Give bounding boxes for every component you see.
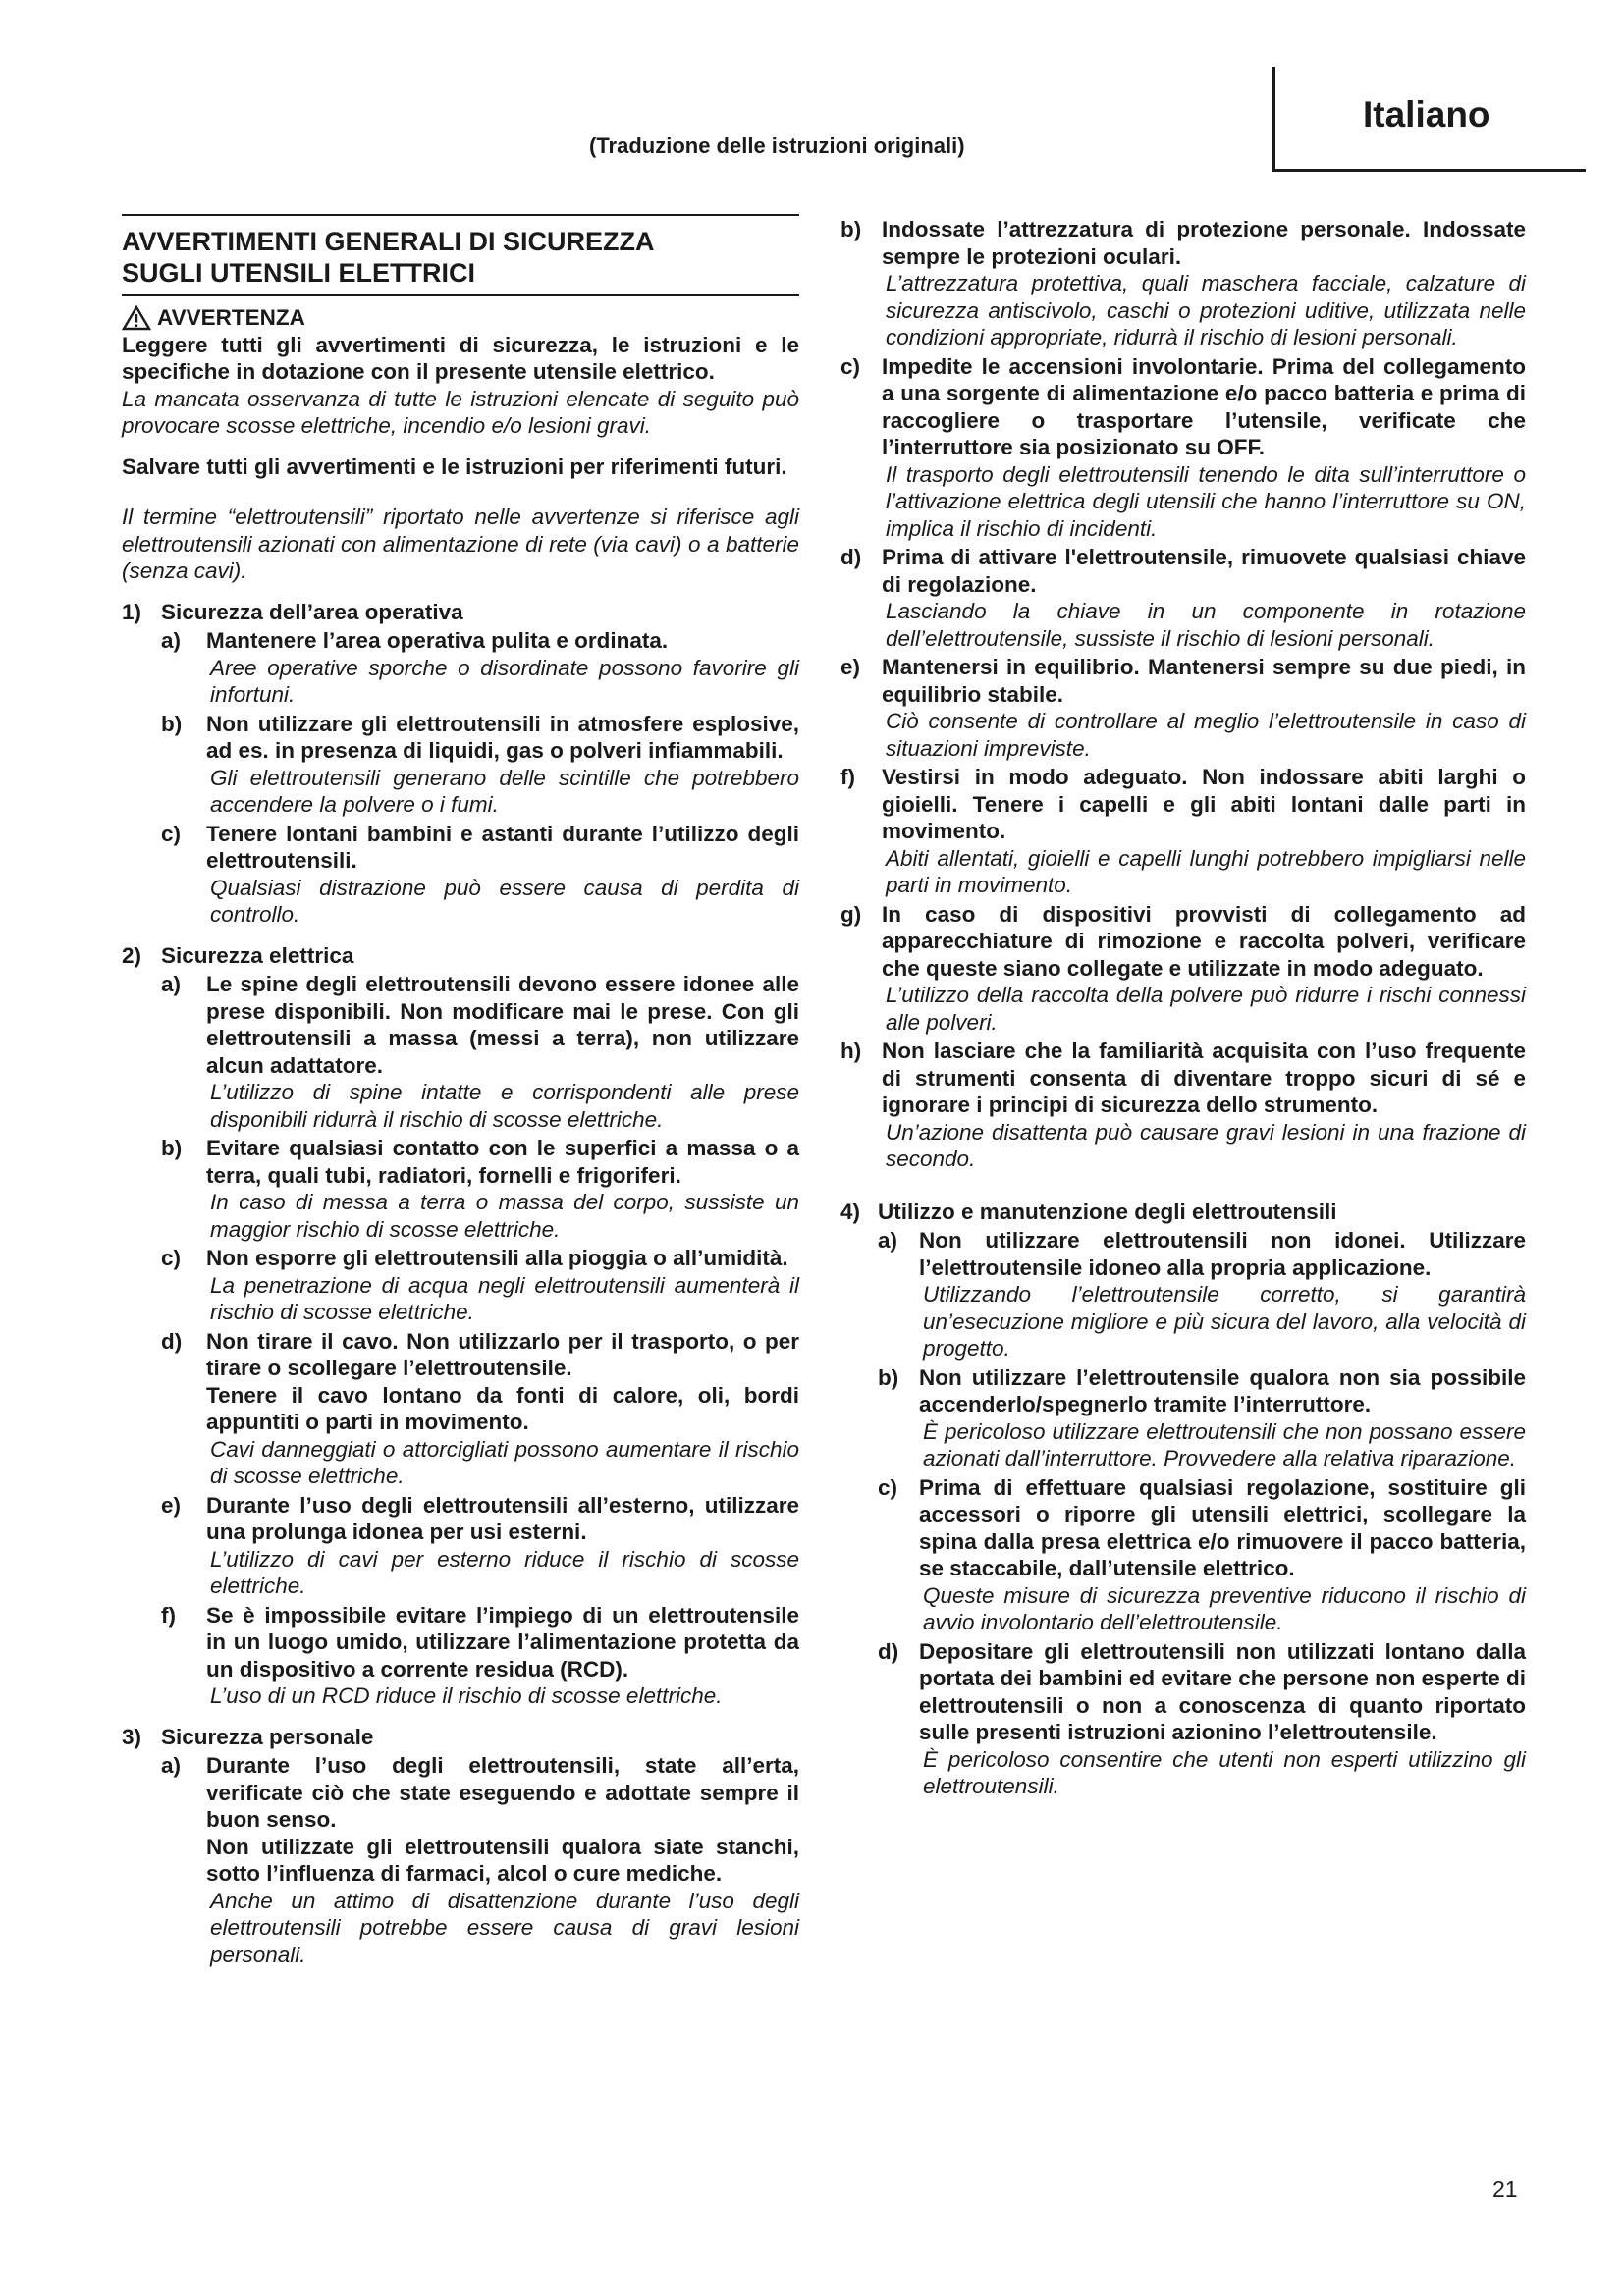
- item-bold-text: Impedite le accensioni involontarie. Prima del collegamento a una sorgente di alimentazione e/o pacco batteria e prima di raccogliere o trasportare l’utensile, verificate che l’interruttore sia posizionato su OFF.: [882, 353, 1526, 459]
- list-item: [161, 711, 799, 819]
- item-bold-text: Durante l’uso degli elettroutensili all’esterno, utilizzare una prolunga idonea per usi esterni.: [206, 1492, 799, 1544]
- section-title: Sicurezza elettrica: [161, 942, 354, 968]
- item-letter: d): [161, 1328, 183, 1354]
- item-letter: f): [161, 1602, 176, 1628]
- item-italic-text: È pericoloso consentire che utenti non esperti utilizzino gli elettroutensili.: [923, 1746, 1526, 1798]
- item-bold-text-extra: Tenere il cavo lontano da fonti di calore, oli, bordi appuntiti o parti in movimento.: [206, 1382, 799, 1434]
- item-bold-text: Non utilizzare l’elettroutensile qualora non sia possibile accenderlo/spegnerlo tramite l’interruttore.: [919, 1364, 1526, 1416]
- item-bold-text: Prima di effettuare qualsiasi regolazione, sostituire gli accessori o riporre gli utensili elettrici, scollegare la spina dalla presa elettrica e/o rimuovere il pacco batteria, se staccabile, dall’utensile elettrico.: [919, 1474, 1526, 1580]
- item-bold-text: Evitare qualsiasi contatto con le superfici a massa o a terra, quali tubi, radiatori, fornelli e frigoriferi.: [206, 1136, 799, 1188]
- item-italic-text: Aree operative sporche o disordinate possono favorire gli infortuni.: [210, 655, 799, 707]
- item-italic-text: Un’azione disattenta può causare gravi lesioni in una frazione di secondo.: [886, 1119, 1526, 1171]
- item-italic-text: In caso di messa a terra o massa del corpo, sussiste un maggior rischio di scosse elettriche.: [210, 1190, 799, 1242]
- item-bold-text: Non lasciare che la familiarità acquisita con l’uso frequente di strumenti consenta di diventare troppo sicuri di sé e ignorare i principi di sicurezza dello strumento.: [882, 1039, 1526, 1117]
- item-bold-text-extra: Non utilizzate gli elettroutensili qualora siate stanchi, sotto l’influenza di farmaci, alcol o cure mediche.: [206, 1834, 799, 1886]
- section-number: 3): [122, 1724, 142, 1749]
- list-item: [161, 1135, 799, 1243]
- section-3-continued: [840, 216, 1526, 1173]
- section-3: [122, 1724, 799, 1969]
- item-bold-text: Durante l’uso degli elettroutensili, state all’erta, verificate ciò che state eseguendo e adottate sempre il buon senso.: [206, 1753, 799, 1832]
- section-heading: [122, 599, 799, 626]
- item-letter: c): [878, 1474, 898, 1500]
- item-italic-text: Anche un attimo di disattenzione durante l’uso degli elettroutensili potrebbe essere causa di gravi lesioni personali.: [210, 1888, 799, 1967]
- list-item: [161, 1328, 799, 1490]
- left-column: [122, 214, 799, 1968]
- item-italic-text: Abiti allentati, gioielli e capelli lunghi potrebbero impigliarsi nelle parti in movimento.: [886, 845, 1526, 897]
- item-italic-text: Qualsiasi distrazione può essere causa di perdita di controllo.: [210, 875, 799, 927]
- list-item: [878, 1227, 1526, 1362]
- item-italic-text: L’uso di un RCD riduce il rischio di scosse elettriche.: [210, 1683, 723, 1708]
- item-italic-text: L’utilizzo di spine intatte e corrispondenti alle prese disponibili ridurrà il rischio di scosse elettriche.: [210, 1080, 799, 1132]
- item-letter: b): [161, 711, 183, 736]
- section-1: [122, 599, 799, 929]
- save-instructions-text: Salvare tutti gli avvertimenti e le istruzioni per riferimenti futuri.: [122, 454, 787, 479]
- item-italic-text: Il trasporto degli elettroutensili tenendo le dita sull’interruttore o l’attivazione elettrica degli utensili che hanno l’interruttore su ON, implica il rischio di incidenti.: [886, 461, 1526, 541]
- section-4: [840, 1199, 1526, 1800]
- item-bold-text: Indossate l’attrezzatura di protezione personale. Indossate sempre le protezioni oculari.: [882, 217, 1526, 269]
- term-definition-text: Il termine “elettroutensili” riportato nelle avvertenze si riferisce agli elettroutensili azionati con alimentazione di rete (via cavi) o a batterie (senza cavi).: [122, 505, 799, 583]
- item-italic-text: Ciò consente di controllare al meglio l’elettroutensile in caso di situazioni impreviste.: [886, 709, 1526, 761]
- item-letter: f): [840, 765, 855, 789]
- section-number: 1): [122, 599, 142, 624]
- right-column: [840, 214, 1526, 1800]
- list-item: [840, 1038, 1526, 1173]
- item-bold-text: Mantenere l’area operativa pulita e ordinata.: [206, 628, 669, 653]
- item-letter: a): [161, 972, 182, 996]
- intro-bold-text: Leggere tutti gli avvertimenti di sicurezza, le istruzioni e le specifiche in dotazione con il presente utensile elettrico.: [122, 332, 799, 384]
- list-item: [840, 901, 1526, 1037]
- item-letter: c): [161, 1246, 182, 1270]
- item-bold-text: Non utilizzare gli elettroutensili in atmosfere esplosive, ad es. in presenza di liquidi, gas o polveri infiammabili.: [206, 711, 799, 763]
- list-item: [161, 1602, 799, 1710]
- list-item: [840, 764, 1526, 899]
- language-label: Italiano: [1363, 94, 1490, 134]
- item-letter: e): [161, 1492, 182, 1518]
- item-letter: c): [840, 353, 861, 379]
- item-bold-text: Vestirsi in modo adeguato. Non indossare abiti larghi o gioielli. Tenere i capelli e gli abiti lontani dalle parti in movimento.: [882, 765, 1526, 843]
- item-italic-text: Gli elettroutensili generano delle scintille che potrebbero accendere la polvere o i fumi.: [210, 765, 799, 817]
- list-item: [161, 627, 799, 709]
- item-italic-text: Cavi danneggiati o attorcigliati possono aumentare il rischio di scosse elettriche.: [210, 1436, 799, 1488]
- section-title: Sicurezza personale: [161, 1724, 374, 1749]
- list-item: [840, 353, 1526, 543]
- item-bold-text: Se è impossibile evitare l’impiego di un elettroutensile in un luogo umido, utilizzare l’alimentazione protetta da un dispositivo a corrente residua (RCD).: [206, 1602, 799, 1682]
- section-number: 2): [122, 942, 142, 968]
- item-letter: a): [161, 1753, 182, 1778]
- item-italic-text: È pericoloso utilizzare elettroutensili che non possano essere azionati dall’interruttore. Provvedere alla relativa riparazione.: [923, 1418, 1526, 1470]
- section-heading: [840, 1199, 1526, 1226]
- list-item: [161, 1492, 799, 1600]
- item-bold-text: Non esporre gli elettroutensili alla pioggia o all’umidità.: [206, 1246, 788, 1270]
- section-2: [122, 942, 799, 1710]
- section-number: 4): [840, 1199, 861, 1224]
- list-item: [840, 544, 1526, 652]
- item-letter: a): [161, 628, 182, 653]
- item-bold-text: In caso di dispositivi provvisti di collegamento ad apparecchiature di rimozione e raccolta polveri, verificare che queste siano collegate e utilizzate in modo adeguato.: [882, 901, 1526, 981]
- section-heading: [122, 942, 799, 970]
- title-bottom-rule: [122, 294, 799, 296]
- section-main-title: [122, 226, 799, 289]
- section-title: Utilizzo e manutenzione degli elettroutensili: [878, 1199, 1337, 1224]
- item-letter: b): [840, 217, 862, 241]
- item-letter: d): [840, 545, 862, 569]
- page-number: 21: [1492, 2176, 1518, 2202]
- list-item: [878, 1638, 1526, 1800]
- item-italic-text: Utilizzando l’elettroutensile corretto, si garantirà un’esecuzione migliore e più sicura del lavoro, alla velocità di progetto.: [923, 1282, 1526, 1361]
- item-italic-text: L’utilizzo di cavi per esterno riduce il rischio di scosse elettriche.: [210, 1546, 799, 1598]
- item-letter: d): [878, 1638, 899, 1664]
- item-letter: b): [161, 1136, 183, 1160]
- item-italic-text: Queste misure di sicurezza preventive riducono il rischio di avvio involontario dell’elettroutensile.: [923, 1582, 1526, 1634]
- main-title-line-2: SUGLI UTENSILI ELETTRICI: [122, 258, 476, 288]
- list-item: [161, 1245, 799, 1326]
- warning-triangle-icon: [122, 305, 151, 331]
- item-letter: c): [161, 821, 182, 846]
- item-bold-text: Depositare gli elettroutensili non utilizzati lontano dalla portata dei bambini ed evitare che persone non esperte di elettroutensili o non a conoscenza di quanto riportato sulle presenti istruzioni azionino l’elettroutensile.: [919, 1638, 1526, 1744]
- warning-heading: [122, 304, 799, 332]
- section-heading: [122, 1724, 799, 1751]
- item-bold-text: Non tirare il cavo. Non utilizzarlo per il trasporto, o per tirare o scollegare l’elettroutensile.: [206, 1328, 799, 1380]
- list-item: [161, 971, 799, 1133]
- intro-italic-text: La mancata osservanza di tutte le istruzioni elencate di seguito può provocare scosse elettriche, incendio e/o lesioni gravi.: [122, 386, 799, 438]
- list-item: [161, 1752, 799, 1968]
- page-subtitle: (Traduzione delle istruzioni originali): [589, 133, 965, 158]
- list-item: [840, 216, 1526, 351]
- list-item: [161, 821, 799, 929]
- item-bold-text: Tenere lontani bambini e astanti durante l’utilizzo degli elettroutensili.: [206, 821, 799, 873]
- warning-label: AVVERTENZA: [157, 305, 305, 330]
- item-bold-text: Le spine degli elettroutensili devono essere idonee alle prese disponibili. Non modificare mai le prese. Con gli elettroutensili a massa (messi a terra), non utilizzare alcun adattatore.: [206, 972, 799, 1078]
- list-item: [878, 1364, 1526, 1472]
- item-bold-text: Mantenersi in equilibrio. Mantenersi sempre su due piedi, in equilibrio stabile.: [882, 655, 1526, 707]
- item-letter: a): [878, 1228, 898, 1253]
- item-letter: g): [840, 901, 862, 927]
- item-italic-text: L’utilizzo della raccolta della polvere può ridurre i rischi connessi alle polveri.: [886, 983, 1526, 1035]
- item-letter: h): [840, 1039, 862, 1063]
- section-title: Sicurezza dell’area operativa: [161, 599, 463, 624]
- list-item: [878, 1474, 1526, 1636]
- item-italic-text: La penetrazione di acqua negli elettroutensili aumenterà il rischio di scosse elettriche.: [210, 1272, 799, 1324]
- item-bold-text: Non utilizzare elettroutensili non idonei. Utilizzare l’elettroutensile idoneo alla propria applicazione.: [919, 1228, 1526, 1280]
- list-item: [840, 654, 1526, 762]
- title-top-rule: [122, 214, 799, 216]
- item-italic-text: L’attrezzatura protettiva, quali maschera facciale, calzature di sicurezza antiscivolo, caschi o protezioni uditive, utilizzata nelle condizioni appropriate, ridurrà il rischio di lesioni personali.: [886, 271, 1526, 349]
- item-letter: e): [840, 655, 861, 679]
- item-letter: b): [878, 1364, 899, 1390]
- item-bold-text: Prima di attivare l'elettroutensile, rimuovete qualsiasi chiave di regolazione.: [882, 545, 1526, 597]
- main-title-line-1: AVVERTIMENTI GENERALI DI SICUREZZA: [122, 227, 655, 256]
- item-italic-text: Lasciando la chiave in un componente in rotazione dell’elettroutensile, sussiste il rischio di lesioni personali.: [886, 599, 1526, 651]
